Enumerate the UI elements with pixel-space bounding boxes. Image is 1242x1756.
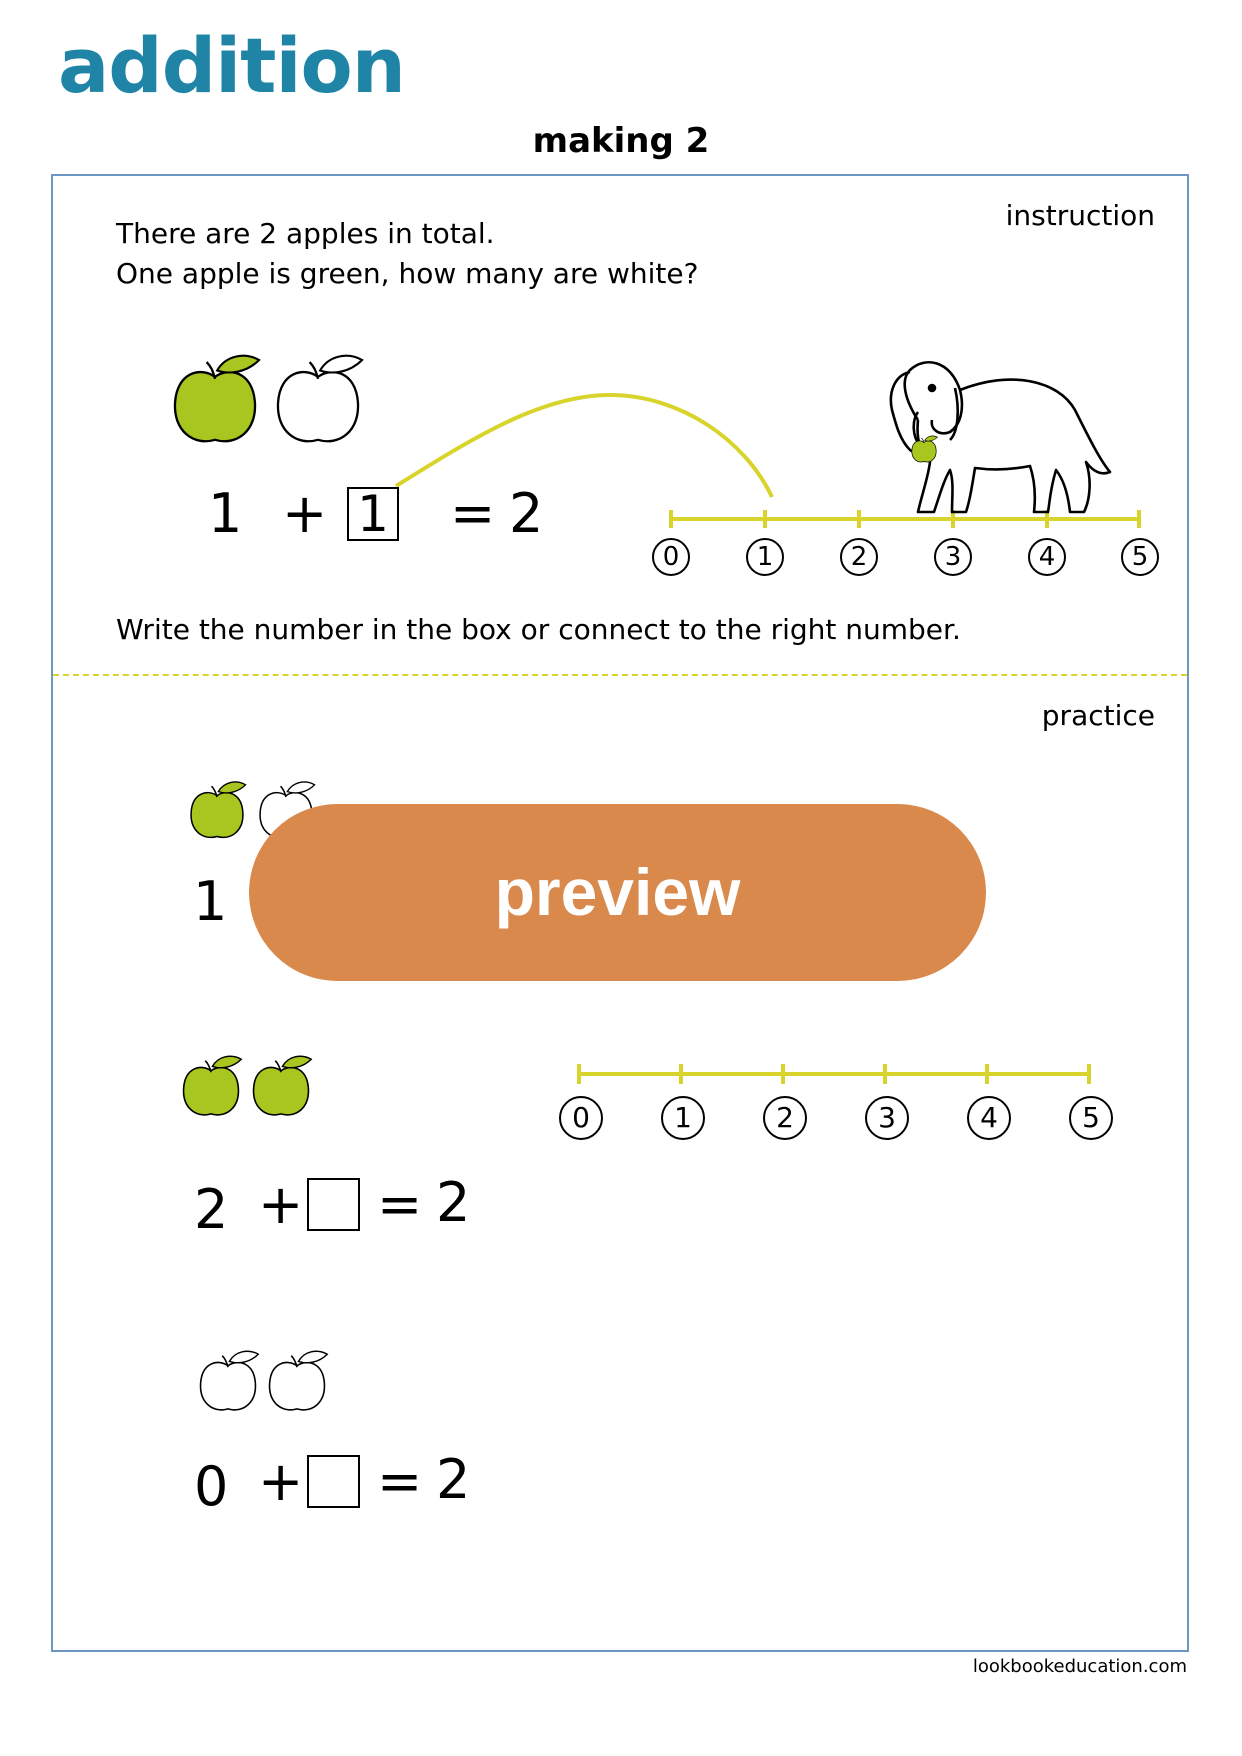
white-apple-icon [278, 356, 362, 442]
p3-white-apple-2-icon [270, 1351, 328, 1410]
p2-green-apple-2-icon [254, 1056, 312, 1115]
section-label-instruction: instruction [1005, 199, 1155, 232]
p1-green-apple-icon [191, 782, 245, 837]
p2-answer-box[interactable] [307, 1178, 360, 1231]
number-line-label: 5 [1121, 538, 1159, 576]
footer-site: lookbookeducation.com [972, 1656, 1187, 1677]
p3-answer-box[interactable] [307, 1455, 360, 1508]
p2-plus: + [258, 1173, 304, 1236]
preview-watermark: preview [249, 804, 986, 981]
p2-total: 2 [436, 1171, 471, 1234]
page-subtitle: making 2 [532, 121, 710, 161]
p2-equals: = [377, 1173, 423, 1236]
number-line-label: 0 [559, 1096, 603, 1140]
p2-addend: 2 [194, 1178, 229, 1241]
p3-total: 2 [436, 1448, 471, 1511]
number-line-label: 1 [661, 1096, 705, 1140]
instruction-line-1: There are 2 apples in total. [116, 217, 495, 250]
p3-plus: + [258, 1450, 304, 1513]
p3-white-apple-1-icon [201, 1351, 259, 1410]
number-line-label: 3 [934, 538, 972, 576]
section-label-practice: practice [1041, 699, 1155, 732]
number-line-label: 3 [865, 1096, 909, 1140]
number-line-label: 4 [967, 1096, 1011, 1140]
p3-addend: 0 [194, 1455, 229, 1518]
equation-plus: + [282, 482, 328, 545]
p2-green-apple-1-icon [184, 1056, 242, 1115]
equation-equals: = [450, 482, 496, 545]
elephant-icon [891, 362, 1110, 512]
number-line-label: 1 [746, 538, 784, 576]
number-line-label: 2 [840, 538, 878, 576]
instruction-line-2: One apple is green, how many are white? [116, 257, 699, 290]
equation-total: 2 [509, 482, 544, 545]
number-line-practice [577, 1064, 1090, 1084]
direction-text: Write the number in the box or connect to the right number. [116, 613, 961, 646]
number-line-label: 4 [1028, 538, 1066, 576]
number-line-label: 2 [763, 1096, 807, 1140]
number-line-label: 0 [652, 538, 690, 576]
page-title: addition [58, 21, 405, 110]
number-line-label: 5 [1069, 1096, 1113, 1140]
p1-addend: 1 [193, 870, 228, 933]
green-apple-icon [175, 356, 259, 442]
answer-box-filled: 1 [347, 487, 399, 541]
p3-equals: = [377, 1450, 423, 1513]
equation-addend: 1 [208, 482, 243, 545]
